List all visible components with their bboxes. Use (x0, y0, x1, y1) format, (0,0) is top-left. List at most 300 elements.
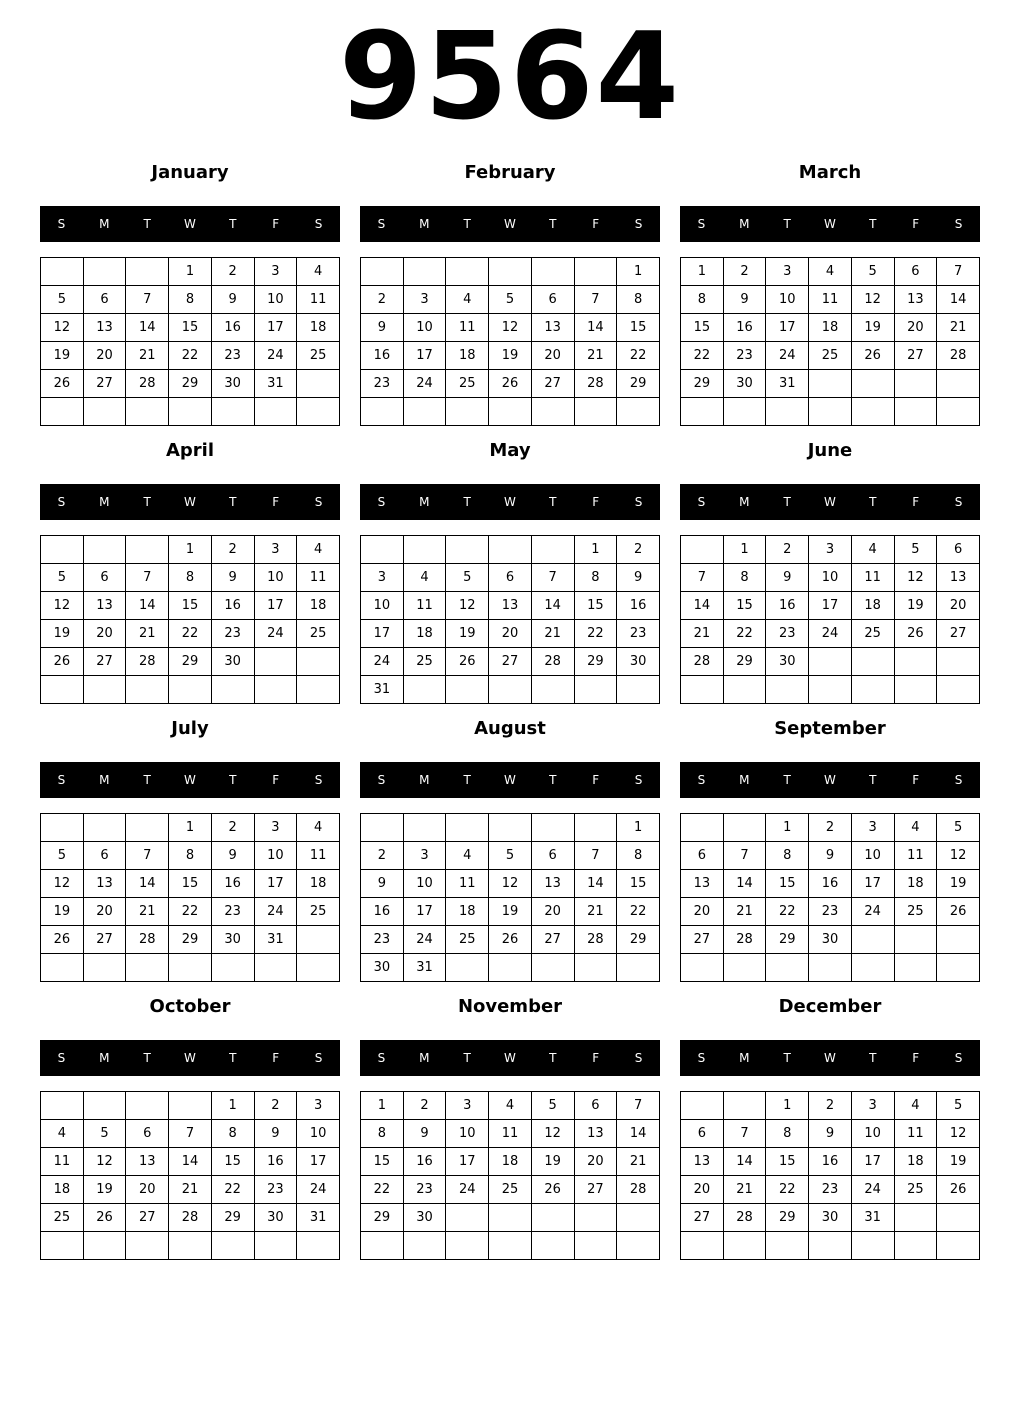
weekday-label: M (99, 217, 110, 231)
day-cell (681, 536, 724, 564)
day-cell: 28 (617, 1176, 660, 1204)
day-cell (446, 814, 489, 842)
day-cell: 27 (681, 926, 724, 954)
weekday-label: F (592, 1051, 600, 1065)
day-cell: 25 (297, 342, 340, 370)
day-cell: 15 (617, 314, 660, 342)
weekday-label: T (783, 217, 791, 231)
day-cell: 4 (809, 258, 852, 286)
day-grid (680, 813, 980, 982)
day-cell: 13 (83, 870, 126, 898)
day-cell: 8 (574, 564, 617, 592)
weekday-label: T (463, 495, 471, 509)
week-row (41, 954, 340, 982)
weekday-label: S (377, 217, 386, 231)
day-cell (446, 536, 489, 564)
day-cell (254, 648, 297, 676)
day-cell: 29 (766, 1204, 809, 1232)
day-cell: 14 (169, 1148, 212, 1176)
day-cell: 30 (211, 926, 254, 954)
week-row (41, 1176, 340, 1204)
week-row (41, 814, 340, 842)
day-cell (937, 954, 980, 982)
day-cell: 7 (126, 286, 169, 314)
week-row (681, 1176, 980, 1204)
day-cell (83, 814, 126, 842)
weekday-label: M (419, 217, 430, 231)
day-cell: 24 (851, 898, 894, 926)
day-grid (40, 1091, 340, 1260)
day-cell: 17 (851, 1148, 894, 1176)
day-cell (297, 370, 340, 398)
day-cell: 25 (894, 898, 937, 926)
day-cell: 12 (937, 842, 980, 870)
week-row (41, 842, 340, 870)
day-cell (937, 1204, 980, 1232)
day-cell (723, 954, 766, 982)
day-cell (531, 1204, 574, 1232)
day-cell: 26 (41, 926, 84, 954)
day-cell: 7 (681, 564, 724, 592)
week-row (681, 1120, 980, 1148)
day-cell: 3 (851, 814, 894, 842)
day-cell: 2 (617, 536, 660, 564)
day-cell (894, 370, 937, 398)
day-cell (403, 258, 446, 286)
weekday-label: F (272, 773, 280, 787)
weekday-label: T (783, 773, 791, 787)
day-cell (723, 398, 766, 426)
week-row (41, 620, 340, 648)
weekday-label: W (824, 495, 836, 509)
day-cell: 4 (297, 258, 340, 286)
weekday-header (680, 484, 980, 520)
day-cell: 16 (809, 870, 852, 898)
day-cell: 11 (446, 870, 489, 898)
week-row (41, 676, 340, 704)
day-cell (809, 398, 852, 426)
day-cell: 22 (361, 1176, 404, 1204)
day-cell: 8 (211, 1120, 254, 1148)
day-cell: 3 (297, 1092, 340, 1120)
day-cell: 5 (894, 536, 937, 564)
day-cell: 9 (361, 870, 404, 898)
week-row (41, 926, 340, 954)
weekday-label: T (229, 1051, 237, 1065)
day-grid (680, 535, 980, 704)
day-cell: 4 (403, 564, 446, 592)
day-cell: 28 (531, 648, 574, 676)
week-row (41, 1148, 340, 1176)
week-row (361, 1176, 660, 1204)
day-cell (617, 676, 660, 704)
day-cell: 9 (361, 314, 404, 342)
weekday-label: W (824, 217, 836, 231)
day-cell: 12 (489, 314, 532, 342)
day-cell (446, 258, 489, 286)
weekday-label: F (592, 495, 600, 509)
day-cell (766, 398, 809, 426)
day-cell: 20 (83, 620, 126, 648)
day-cell: 30 (766, 648, 809, 676)
day-cell: 24 (361, 648, 404, 676)
day-cell: 22 (766, 898, 809, 926)
day-cell: 8 (617, 286, 660, 314)
day-cell: 20 (894, 314, 937, 342)
day-cell: 26 (41, 648, 84, 676)
week-row (361, 842, 660, 870)
day-cell: 16 (766, 592, 809, 620)
weekday-header (680, 1040, 980, 1076)
day-cell: 2 (211, 258, 254, 286)
day-cell: 26 (937, 1176, 980, 1204)
week-row (681, 1204, 980, 1232)
day-cell: 26 (531, 1176, 574, 1204)
weekday-label: S (57, 495, 66, 509)
weekday-label: S (697, 773, 706, 787)
week-row (41, 314, 340, 342)
day-cell: 3 (254, 258, 297, 286)
day-cell: 20 (126, 1176, 169, 1204)
weekday-label: T (143, 495, 151, 509)
day-cell (809, 370, 852, 398)
day-cell (41, 258, 84, 286)
day-cell: 31 (254, 370, 297, 398)
day-cell: 27 (489, 648, 532, 676)
day-cell: 29 (617, 370, 660, 398)
day-cell: 3 (403, 286, 446, 314)
week-row (361, 314, 660, 342)
day-cell: 16 (403, 1148, 446, 1176)
day-cell (809, 676, 852, 704)
weekday-label: T (869, 217, 877, 231)
day-cell: 17 (809, 592, 852, 620)
day-cell: 7 (169, 1120, 212, 1148)
day-cell (297, 398, 340, 426)
month-name: December (778, 996, 882, 1017)
day-cell: 12 (531, 1120, 574, 1148)
day-cell (681, 1232, 724, 1260)
day-cell: 10 (254, 842, 297, 870)
day-cell: 8 (169, 564, 212, 592)
day-cell (723, 1092, 766, 1120)
day-cell: 31 (766, 370, 809, 398)
day-cell: 21 (574, 898, 617, 926)
weekday-header (40, 762, 340, 798)
day-cell: 5 (446, 564, 489, 592)
day-cell (937, 676, 980, 704)
day-cell (723, 676, 766, 704)
day-cell (894, 1204, 937, 1232)
week-row (681, 898, 980, 926)
day-cell (851, 370, 894, 398)
week-row (41, 1092, 340, 1120)
day-cell: 11 (809, 286, 852, 314)
week-row (681, 314, 980, 342)
day-cell: 9 (211, 842, 254, 870)
day-cell: 22 (169, 620, 212, 648)
day-cell: 26 (937, 898, 980, 926)
day-cell: 22 (169, 898, 212, 926)
day-cell: 1 (723, 536, 766, 564)
day-cell: 21 (681, 620, 724, 648)
day-cell: 31 (254, 926, 297, 954)
day-cell: 23 (617, 620, 660, 648)
month-name: October (149, 996, 231, 1017)
day-cell (574, 954, 617, 982)
day-cell: 5 (83, 1120, 126, 1148)
day-cell: 4 (851, 536, 894, 564)
day-cell: 22 (766, 1176, 809, 1204)
day-cell: 15 (361, 1148, 404, 1176)
day-cell: 25 (809, 342, 852, 370)
weekday-label: S (377, 1051, 386, 1065)
day-cell (937, 926, 980, 954)
day-cell: 15 (617, 870, 660, 898)
week-row (41, 398, 340, 426)
day-cell: 25 (446, 370, 489, 398)
week-row (681, 676, 980, 704)
day-cell: 4 (894, 814, 937, 842)
day-cell: 7 (723, 842, 766, 870)
day-cell: 3 (403, 842, 446, 870)
day-cell: 21 (617, 1148, 660, 1176)
day-cell: 19 (937, 870, 980, 898)
day-cell: 17 (254, 870, 297, 898)
day-cell: 23 (403, 1176, 446, 1204)
day-cell: 24 (403, 926, 446, 954)
day-cell: 16 (809, 1148, 852, 1176)
weekday-label: T (143, 217, 151, 231)
day-cell: 19 (83, 1176, 126, 1204)
day-cell: 25 (446, 926, 489, 954)
week-row (361, 648, 660, 676)
day-cell (169, 1232, 212, 1260)
day-grid (360, 813, 660, 982)
weekday-header (360, 484, 660, 520)
day-cell: 14 (723, 870, 766, 898)
day-cell (297, 676, 340, 704)
day-cell: 17 (254, 592, 297, 620)
day-cell: 27 (531, 926, 574, 954)
day-cell: 28 (681, 648, 724, 676)
day-cell: 22 (169, 342, 212, 370)
day-cell (254, 954, 297, 982)
day-cell (169, 1092, 212, 1120)
day-cell: 10 (361, 592, 404, 620)
weekday-label: T (549, 773, 557, 787)
day-cell: 16 (617, 592, 660, 620)
weekday-label: T (143, 1051, 151, 1065)
day-cell: 13 (531, 870, 574, 898)
day-cell (126, 1232, 169, 1260)
day-cell: 28 (937, 342, 980, 370)
day-cell: 18 (403, 620, 446, 648)
day-cell: 24 (254, 342, 297, 370)
week-row (681, 870, 980, 898)
day-cell: 13 (531, 314, 574, 342)
week-row (41, 342, 340, 370)
day-cell: 31 (297, 1204, 340, 1232)
weekday-label: S (377, 773, 386, 787)
day-cell: 30 (809, 1204, 852, 1232)
week-row (681, 1148, 980, 1176)
day-cell: 1 (617, 814, 660, 842)
week-row (361, 676, 660, 704)
day-grid (680, 1091, 980, 1260)
day-cell: 13 (681, 1148, 724, 1176)
day-cell: 12 (446, 592, 489, 620)
day-cell: 30 (211, 370, 254, 398)
day-cell: 10 (766, 286, 809, 314)
weekday-label: T (869, 773, 877, 787)
day-cell: 29 (617, 926, 660, 954)
day-cell: 1 (169, 814, 212, 842)
day-cell: 1 (681, 258, 724, 286)
day-cell (254, 398, 297, 426)
weekday-label: W (504, 217, 516, 231)
day-cell: 17 (446, 1148, 489, 1176)
day-cell: 30 (809, 926, 852, 954)
day-cell: 3 (809, 536, 852, 564)
day-cell: 20 (681, 898, 724, 926)
day-cell: 8 (169, 286, 212, 314)
weekday-label: T (229, 773, 237, 787)
day-cell: 18 (297, 314, 340, 342)
day-cell: 11 (297, 842, 340, 870)
day-cell (894, 1232, 937, 1260)
day-cell (169, 954, 212, 982)
day-cell: 19 (851, 314, 894, 342)
day-cell: 18 (894, 870, 937, 898)
day-grid (360, 1091, 660, 1260)
weekday-label: T (783, 495, 791, 509)
day-cell: 16 (361, 898, 404, 926)
weekday-label: S (634, 773, 643, 787)
day-cell: 30 (403, 1204, 446, 1232)
day-cell: 9 (211, 286, 254, 314)
weekday-label: F (912, 495, 920, 509)
day-grid (360, 257, 660, 426)
day-cell: 20 (681, 1176, 724, 1204)
week-row (41, 536, 340, 564)
week-row (41, 286, 340, 314)
weekday-label: M (419, 773, 430, 787)
day-cell (723, 1232, 766, 1260)
weekday-label: F (912, 217, 920, 231)
week-row (361, 1204, 660, 1232)
month-name: November (457, 996, 563, 1017)
day-cell: 5 (41, 564, 84, 592)
month-name: September (774, 718, 886, 739)
day-cell: 14 (574, 870, 617, 898)
day-cell: 10 (851, 842, 894, 870)
day-cell: 11 (894, 1120, 937, 1148)
day-cell: 23 (809, 898, 852, 926)
day-cell: 20 (574, 1148, 617, 1176)
day-cell: 17 (403, 342, 446, 370)
day-cell (894, 398, 937, 426)
day-cell (681, 1092, 724, 1120)
day-cell: 29 (723, 648, 766, 676)
day-cell (126, 954, 169, 982)
day-cell (83, 676, 126, 704)
day-cell: 9 (723, 286, 766, 314)
day-cell: 20 (937, 592, 980, 620)
day-cell: 16 (211, 314, 254, 342)
weekday-header (360, 1040, 660, 1076)
week-row (361, 1148, 660, 1176)
day-cell (531, 536, 574, 564)
day-cell (83, 536, 126, 564)
week-row (681, 814, 980, 842)
day-cell: 15 (574, 592, 617, 620)
day-cell: 2 (403, 1092, 446, 1120)
day-cell (489, 258, 532, 286)
day-cell (851, 676, 894, 704)
week-row (681, 564, 980, 592)
day-cell: 12 (489, 870, 532, 898)
week-row (361, 954, 660, 982)
day-cell: 31 (851, 1204, 894, 1232)
day-cell (211, 1232, 254, 1260)
day-cell: 14 (531, 592, 574, 620)
weekday-label: T (549, 217, 557, 231)
day-cell (851, 398, 894, 426)
day-cell: 24 (446, 1176, 489, 1204)
day-grid (40, 535, 340, 704)
day-cell: 16 (361, 342, 404, 370)
day-cell: 25 (489, 1176, 532, 1204)
day-cell (41, 676, 84, 704)
month-name: January (151, 162, 229, 183)
day-cell: 23 (723, 342, 766, 370)
day-cell: 17 (766, 314, 809, 342)
day-cell: 14 (574, 314, 617, 342)
day-cell: 27 (531, 370, 574, 398)
week-row (681, 842, 980, 870)
day-cell: 22 (211, 1176, 254, 1204)
weekday-label: S (954, 1051, 963, 1065)
day-cell: 21 (531, 620, 574, 648)
day-cell (254, 1232, 297, 1260)
day-cell: 9 (254, 1120, 297, 1148)
day-cell (531, 814, 574, 842)
day-cell: 10 (851, 1120, 894, 1148)
weekday-label: W (504, 1051, 516, 1065)
day-cell: 15 (169, 870, 212, 898)
day-cell: 19 (41, 620, 84, 648)
day-cell (809, 1232, 852, 1260)
day-cell: 13 (83, 314, 126, 342)
year-title: 9564 (339, 8, 681, 147)
day-cell: 9 (809, 1120, 852, 1148)
day-cell: 26 (83, 1204, 126, 1232)
day-cell (617, 1232, 660, 1260)
day-cell: 2 (809, 1092, 852, 1120)
weekday-header (680, 206, 980, 242)
day-cell (446, 1232, 489, 1260)
week-row (361, 342, 660, 370)
weekday-header (40, 1040, 340, 1076)
weekday-label: T (869, 495, 877, 509)
day-cell: 11 (489, 1120, 532, 1148)
week-row (361, 898, 660, 926)
day-cell (403, 1232, 446, 1260)
day-cell: 1 (169, 536, 212, 564)
weekday-label: T (463, 773, 471, 787)
day-cell (83, 1092, 126, 1120)
